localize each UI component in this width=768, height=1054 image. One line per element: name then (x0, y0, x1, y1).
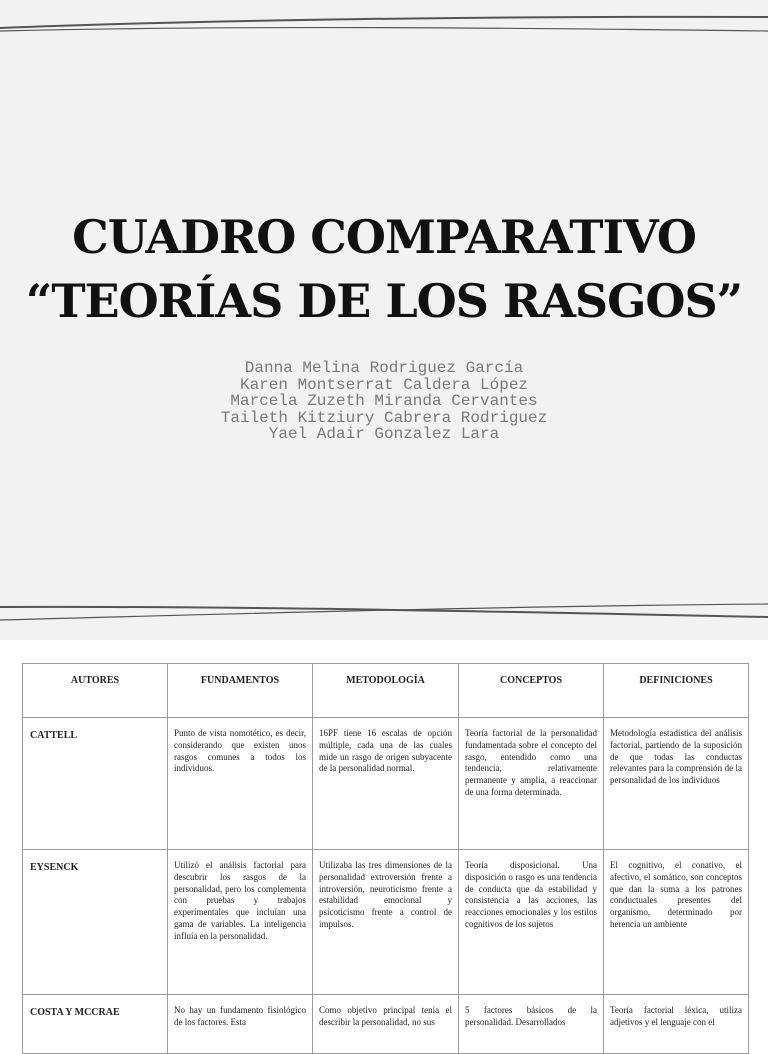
metodologia-cell: Utilizaba las tres dimensiones de la personalidad extroversión frente a introversión, neuroticismo frente a estabilidad emocional y psicoticismo frente a control de impulsos. (313, 850, 459, 995)
author-name: Taileth Kitziury Cabrera Rodriguez (220, 408, 548, 427)
column-header: CONCEPTOS (459, 664, 604, 718)
fundamentos-cell: No hay un fundamento fisiológico de los factores. Esta (168, 995, 313, 1054)
metodologia-cell: Como objetivo principal tenía el describir la personalidad, no sus (313, 995, 459, 1054)
column-header: FUNDAMENTOS (168, 664, 313, 718)
conceptos-cell: Teoría disposicional. Una disposición o rasgo es una tendencia de conducta que da estabilidad y consistencia a las acciones, las reacciones emocionales y los estilos cognitivos de los sujetos (459, 850, 604, 995)
author-name: Danna Melina Rodriguez García (244, 359, 524, 377)
comparison-table (22, 663, 749, 1054)
definiciones-cell: Teoría factorial léxica, utiliza adjetivos y el lenguaje con el (604, 995, 749, 1054)
author-name: Karen Montserrat Caldera López (239, 375, 529, 394)
column-header: METODOLOGÍA (313, 664, 459, 718)
conceptos-cell: Teoría factorial de la personalidad fundamentada sobre el concepto del rasgo, entendido como una tendencia, relativamente permanente y amplia, a reaccionar de una forma determinada. (459, 718, 604, 850)
author-cell: EYSENCK (23, 850, 168, 995)
table-header-row (23, 664, 749, 718)
definiciones-cell: El cognitivo, el conativo, el afectivo, el somático, son conceptos que dan la suma a los patrones conductuales presentes del organismo, determinado por herencia un ambiente (604, 850, 749, 995)
column-header: AUTORES (23, 664, 168, 718)
column-header: DEFINICIONES (604, 664, 749, 718)
fundamentos-cell: Punto de vista nomotético, es decir, considerando que existen unos rasgos comunes a todos los individuos. (168, 718, 313, 850)
author-list (0, 360, 768, 443)
fundamentos-cell: Utilizó el análisis factorial para descubrir los rasgos de la personalidad, pero los complementa con pruebas y trabajos experimentales que incluían una gama de variables. La inteligencia influía en la personalidad. (168, 850, 313, 995)
author-name: Marcela Zuzeth Miranda Cervantes (230, 392, 538, 411)
page-title (0, 205, 768, 333)
author-cell: CATTELL (23, 718, 168, 850)
title-line-1: CUADRO COMPARATIVO (72, 210, 696, 264)
table-row (23, 995, 749, 1054)
author-cell: COSTA Y MCCRAE (23, 995, 168, 1054)
metodologia-cell: 16PF tiene 16 escalas de opción múltiple, cada una de las cuales mide un rasgo de origen subyacente de la personalidad normal. (313, 718, 459, 850)
conceptos-cell: 5 factores básicos de la personalidad. Desarrollados (459, 995, 604, 1054)
title-line-2: “TEORÍAS DE LOS RASGOS” (25, 274, 743, 328)
table-row (23, 850, 749, 995)
table-row (23, 718, 749, 850)
definiciones-cell: Metodología estadística del análisis factorial, partiendo de la suposición de que todas las conductas relevantes para la comprensión de la personalidad de los individuos (604, 718, 749, 850)
author-name: Yael Adair Gonzalez Lara (268, 425, 500, 444)
